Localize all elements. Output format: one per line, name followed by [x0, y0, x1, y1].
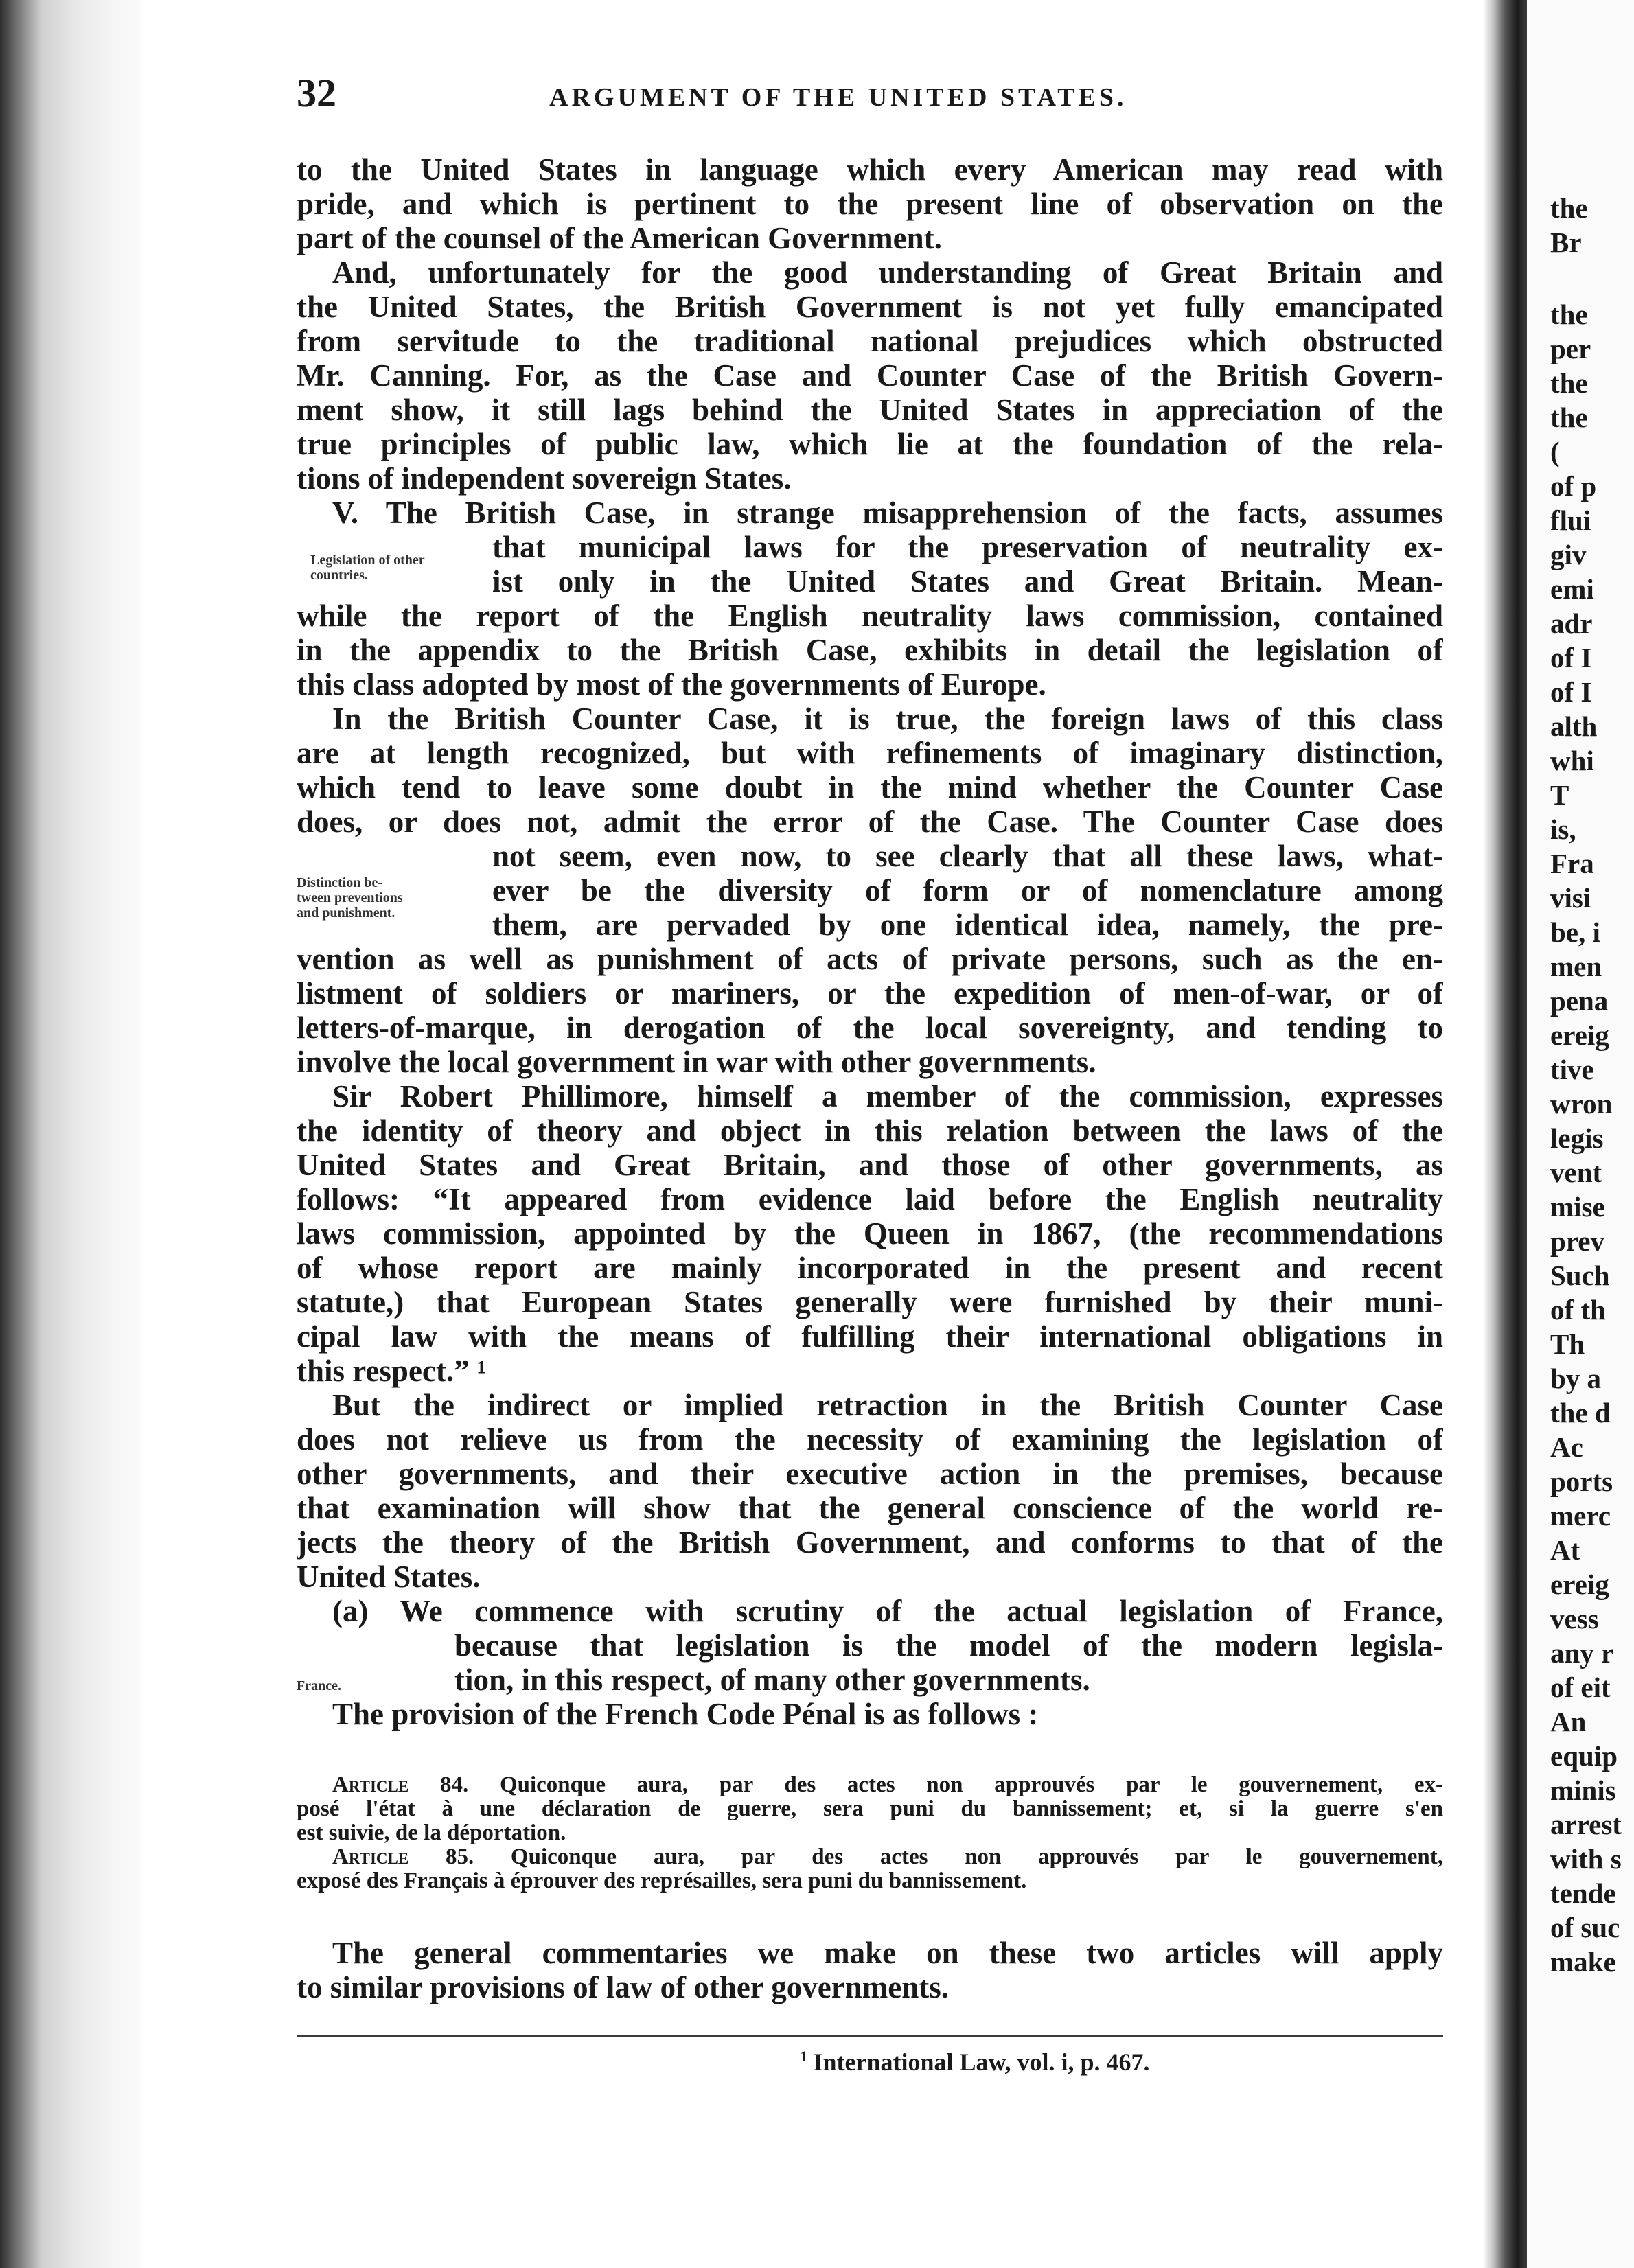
- text-line: from servitude to the traditional national prejudices which obstructed: [297, 324, 1443, 358]
- np-line: merc: [1550, 1500, 1611, 1531]
- text-line: true principles of public law, which lie at the foundation of the rela-: [297, 427, 1443, 461]
- np-line: An: [1550, 1706, 1587, 1737]
- text-line: statute,) that European States generally were furnished by their muni-: [297, 1285, 1443, 1319]
- text-line: But the indirect or implied retraction in the British Counter Case: [332, 1388, 1443, 1422]
- np-line: alth: [1550, 710, 1598, 742]
- article-label: Article: [332, 1845, 409, 1869]
- article-line: posé l'état à une déclaration de guerre, sera puni du bannissement; et, si la guerre s'en: [297, 1797, 1443, 1821]
- np-line: per: [1550, 333, 1591, 364]
- article-line: Article 85. Quiconque aura, par des actes non approuvés par le gouvernement,: [332, 1845, 1443, 1869]
- text-line: to similar provisions of law of other governments.: [297, 1970, 949, 2004]
- article-line: exposé des Français à éprouver des représailles, sera puni du bannissement.: [297, 1869, 1027, 1893]
- text-line: that municipal laws for the preservation of neutrality ex-: [492, 530, 1443, 564]
- np-line: mise: [1550, 1191, 1605, 1223]
- np-line: Th: [1550, 1328, 1585, 1360]
- np-line: the: [1550, 299, 1588, 330]
- closing-paragraph: [297, 1936, 1443, 2004]
- np-line: vess: [1550, 1603, 1599, 1634]
- text-line: other governments, and their executive action in the premises, because: [297, 1457, 1443, 1491]
- np-line: any r: [1550, 1637, 1614, 1669]
- text-line: part of the counsel of the American Government.: [297, 221, 942, 255]
- np-line: adr: [1550, 608, 1593, 639]
- text-line: Mr. Canning. For, as the Case and Counter Case of the British Govern-: [297, 358, 1443, 393]
- np-line: legis: [1550, 1122, 1604, 1154]
- side-note-france: France.: [297, 1678, 341, 1693]
- text-line: ever be the diversity of form or of nomenclature among: [492, 873, 1443, 907]
- side-note-distinction: Distinction be- tween preventions and punishment.: [297, 875, 403, 921]
- np-line: Br: [1550, 227, 1582, 258]
- text-line: of whose report are mainly incorporated in the present and recent: [297, 1251, 1443, 1285]
- text-line: which tend to leave some doubt in the mind whether the Counter Case: [297, 770, 1443, 805]
- text-line: pride, and which is pertinent to the present line of observation on the: [297, 187, 1443, 221]
- np-line: prev: [1550, 1225, 1604, 1257]
- footnote-mark: 1: [800, 2048, 808, 2065]
- np-line: Ac: [1550, 1431, 1583, 1463]
- text-line: not seem, even now, to see clearly that all these laws, what-: [492, 839, 1443, 873]
- text-line: vention as well as punishment of acts of private persons, such as the en-: [297, 942, 1443, 976]
- np-line: giv: [1550, 539, 1587, 570]
- np-line: of I: [1550, 676, 1592, 708]
- text-line: ist only in the United States and Great Britain. Mean-: [492, 564, 1443, 599]
- text-line: while the report of the English neutrality laws commission, contained: [297, 599, 1443, 633]
- np-line: of eit: [1550, 1671, 1611, 1703]
- text-line: (a) We commence with scrutiny of the actual legislation of France,: [332, 1594, 1443, 1628]
- page-header: [297, 70, 1443, 118]
- np-line: visi: [1550, 882, 1591, 914]
- text-line: cipal law with the means of fulfilling their international obligations in: [297, 1319, 1443, 1354]
- text-line: them, are pervaded by one identical idea, namely, the pre-: [492, 907, 1443, 942]
- np-line: whi: [1550, 745, 1594, 776]
- np-line: minis: [1550, 1774, 1616, 1806]
- np-line: Fra: [1550, 848, 1594, 879]
- np-line: is,: [1550, 813, 1576, 845]
- np-line: of suc: [1550, 1912, 1620, 1943]
- np-line: equip: [1550, 1740, 1618, 1772]
- np-line: ports: [1550, 1466, 1613, 1497]
- next-page-fragment: [1527, 0, 1634, 2268]
- np-line: emi: [1550, 573, 1594, 605]
- footnote-rule: [297, 2035, 1443, 2037]
- text-line: does, or does not, admit the error of the Case. The Counter Case does: [297, 805, 1443, 839]
- text-line: jects the theory of the British Government, and conforms to that of the: [297, 1525, 1443, 1560]
- code-articles: [297, 1773, 1443, 1893]
- np-line: with s: [1550, 1843, 1622, 1875]
- main-text: [297, 152, 1443, 1731]
- text-line: The provision of the French Code Pénal is as follows :: [332, 1697, 1039, 1731]
- np-line: T: [1550, 779, 1569, 811]
- np-line: the d: [1550, 1397, 1611, 1428]
- np-line: tive: [1550, 1054, 1594, 1085]
- text-line: And, unfortunately for the good understanding of Great Britain and: [332, 255, 1443, 290]
- text-line: this class adopted by most of the governments of Europe.: [297, 667, 1046, 702]
- text-line: tion, in this respect, of many other governments.: [454, 1663, 1090, 1697]
- text-line: The general commentaries we make on these two articles will apply: [332, 1936, 1443, 1970]
- np-line: flui: [1550, 505, 1591, 536]
- text-line: Sir Robert Phillimore, himself a member of the commission, expresses: [332, 1079, 1443, 1113]
- np-line: ereig: [1550, 1019, 1609, 1051]
- text-line: that examination will show that the general conscience of the world re-: [297, 1491, 1443, 1525]
- text-line: does not relieve us from the necessity of examining the legislation of: [297, 1422, 1443, 1457]
- running-head: ARGUMENT OF THE UNITED STATES.: [549, 83, 1127, 112]
- np-line: pena: [1550, 985, 1609, 1017]
- book-spine-shadow: [0, 0, 141, 2268]
- article-line: est suivie, de la déportation.: [297, 1821, 566, 1845]
- text-line: laws commission, appointed by the Queen in 1867, (the recommendations: [297, 1216, 1443, 1251]
- text-line: because that legislation is the model of the modern legisla-: [454, 1628, 1443, 1663]
- np-line: of th: [1550, 1294, 1606, 1326]
- text-line: involve the local government in war with other governments.: [297, 1045, 1096, 1079]
- text-line: United States and Great Britain, and those of other governments, as: [297, 1148, 1443, 1182]
- text-line: are at length recognized, but with refinements of imaginary distinction,: [297, 736, 1443, 770]
- np-line: the: [1550, 367, 1588, 399]
- np-line: be, i: [1550, 916, 1600, 948]
- np-line: tende: [1550, 1877, 1616, 1909]
- text-line: follows: “It appeared from evidence laid before the English neutrality: [297, 1182, 1443, 1216]
- text-line: the identity of theory and object in this relation between the laws of the: [297, 1113, 1443, 1148]
- text-line: V. The British Case, in strange misapprehension of the facts, assumes: [332, 496, 1443, 530]
- text-line: the United States, the British Government is not yet fully emancipated: [297, 290, 1443, 324]
- np-line: At: [1550, 1534, 1580, 1566]
- text-line: United States.: [297, 1560, 481, 1594]
- np-line: make: [1550, 1946, 1616, 1978]
- text-line: letters-of-marque, in derogation of the local sovereignty, and tending to: [297, 1010, 1443, 1045]
- text-line: in the appendix to the British Case, exhibits in detail the legislation of: [297, 633, 1443, 667]
- np-line: arrest: [1550, 1809, 1622, 1840]
- text-line: tions of independent sovereign States.: [297, 461, 792, 496]
- article-line: Article 84. Quiconque aura, par des actes non approuvés par le gouvernement, ex-: [332, 1773, 1443, 1797]
- np-line: of p: [1550, 470, 1597, 502]
- article-label: Article: [332, 1773, 409, 1797]
- text-line: this respect.” ¹: [297, 1354, 487, 1388]
- np-line: vent: [1550, 1157, 1602, 1188]
- text-line: listment of soldiers or mariners, or the expedition of men-of-war, or of: [297, 976, 1443, 1010]
- side-note-legislation: Legislation of other countries.: [310, 553, 425, 583]
- np-line: of I: [1550, 642, 1592, 673]
- np-line: Such: [1550, 1260, 1610, 1291]
- np-line: the: [1550, 192, 1588, 224]
- text-line: ment show, it still lags behind the United States in appreciation of the: [297, 393, 1443, 427]
- footnote-text: International Law, vol. i, p. 467.: [813, 2048, 1150, 2076]
- page-number: 32: [297, 71, 336, 115]
- np-line: (: [1550, 436, 1560, 467]
- footnote: [0, 2048, 1634, 2076]
- page-edge-shadow: [1484, 0, 1527, 2268]
- text-line: to the United States in language which every American may read with: [297, 152, 1443, 187]
- text-line: In the British Counter Case, it is true, the foreign laws of this class: [332, 702, 1443, 736]
- np-line: men: [1550, 951, 1602, 982]
- np-line: the: [1550, 402, 1588, 433]
- np-line: by a: [1550, 1363, 1602, 1394]
- np-line: wron: [1550, 1088, 1613, 1120]
- np-line: ereig: [1550, 1569, 1609, 1600]
